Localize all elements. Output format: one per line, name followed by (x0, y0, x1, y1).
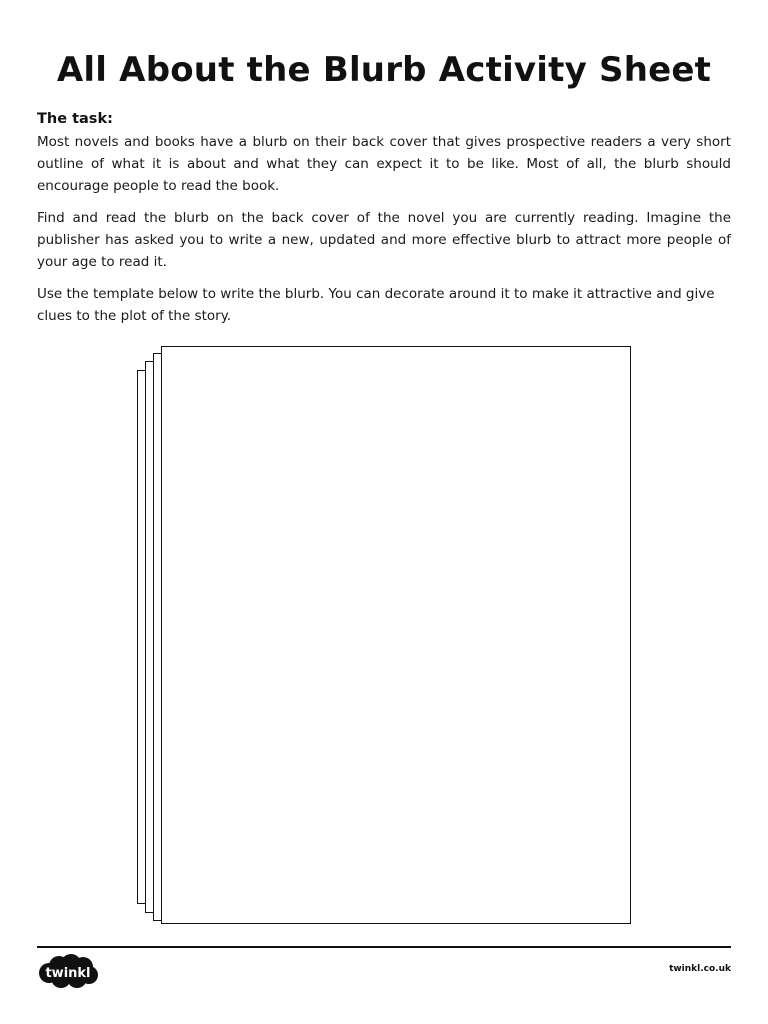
task-paragraph-1: Most novels and books have a blurb on their back cover that gives prospective readers a very short outline of what it is about and what they can expect it to be like. Most of all, the blurb should encourage people to read the book. (37, 134, 731, 194)
task-paragraph-2: Find and read the blurb on the back cover of the novel you are currently reading. Imagine the publisher has asked you to write a new, updated and more effective blurb to attract more people of your age to read it. (37, 210, 731, 270)
task-paragraph-3: Use the template below to write the blurb. You can decorate around it to make it attractive and give clues to the plot of the story. (37, 286, 715, 324)
blurb-writing-area[interactable] (161, 346, 631, 924)
twinkl-logo (37, 953, 99, 989)
footer-divider (37, 946, 731, 948)
page-title: All About the Blurb Activity Sheet (56, 50, 712, 90)
twinkl-logo-text: twinkl (45, 966, 91, 981)
footer-url[interactable]: twinkl.co.uk (669, 964, 731, 974)
task-heading: The task: (37, 111, 113, 127)
